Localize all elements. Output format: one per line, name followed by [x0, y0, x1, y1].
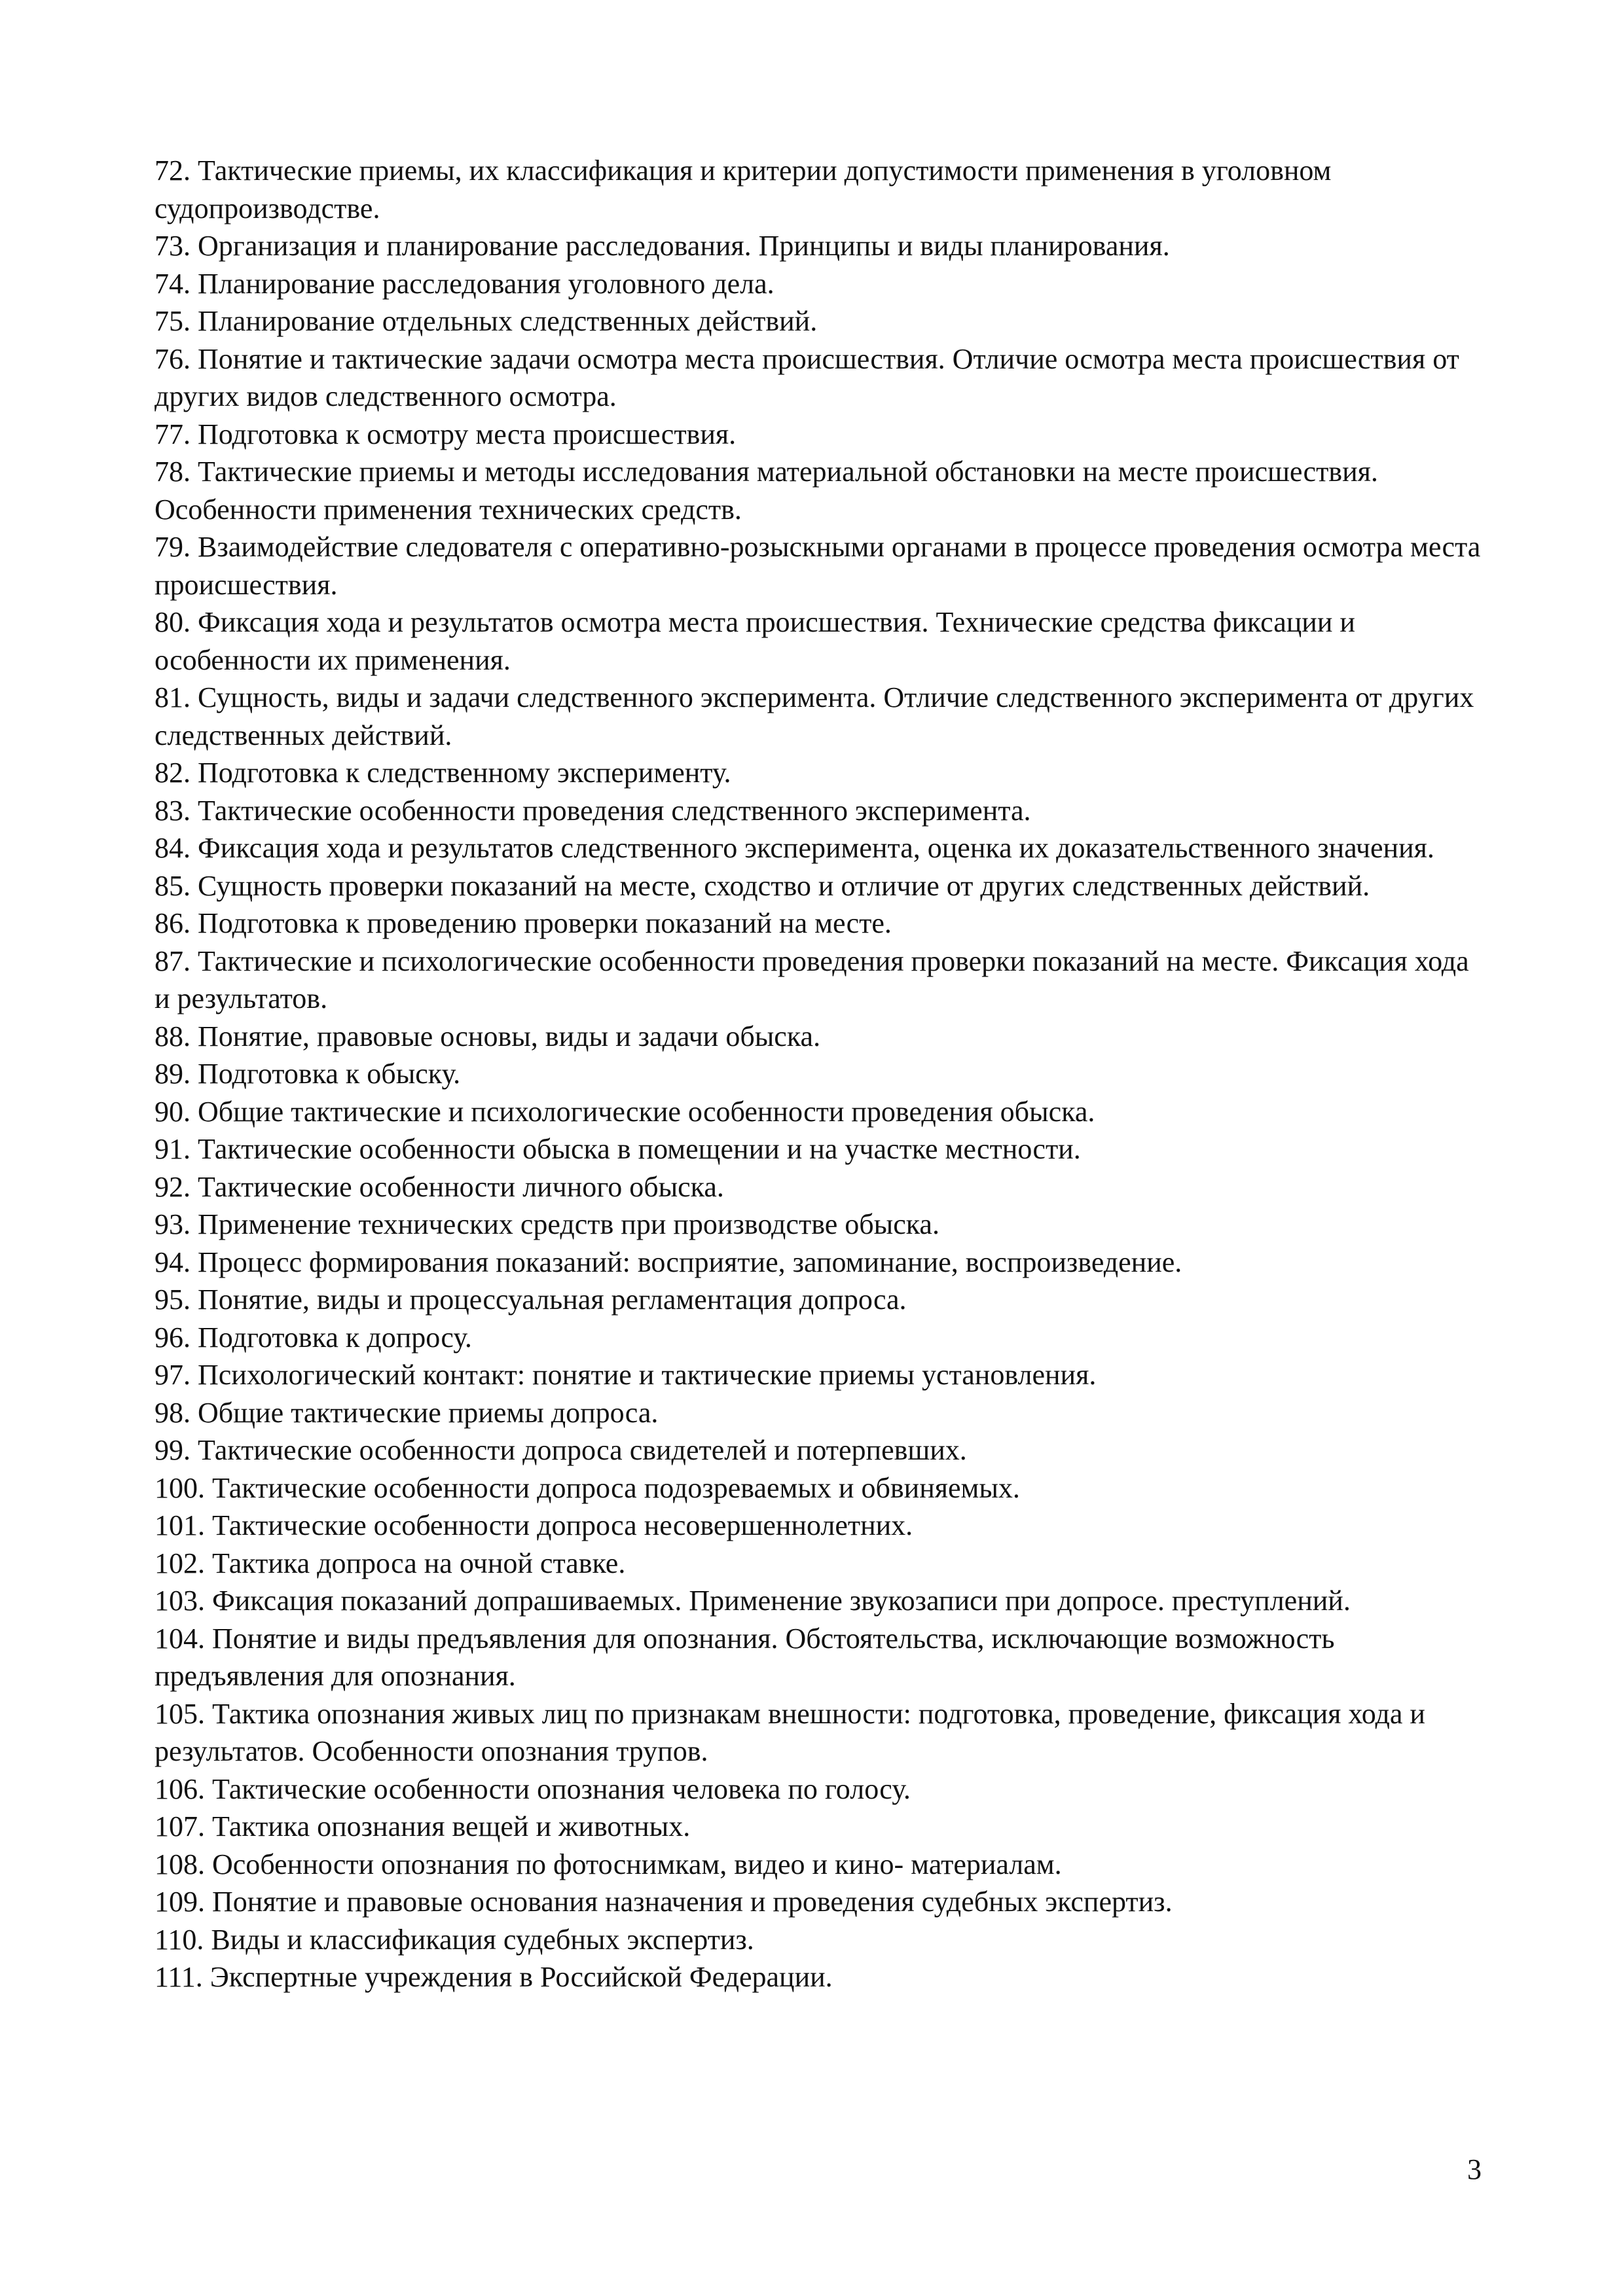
list-item: 110. Виды и классификация судебных экспертиз. [155, 1923, 754, 1956]
list-item: 86. Подготовка к проведению проверки показаний на месте. [155, 907, 892, 939]
list-item: 111. Экспертные учреждения в Российской Федерации. [155, 1961, 833, 1993]
list-item: 94. Процесс формирования показаний: восприятие, запоминание, воспроизведение. [155, 1246, 1182, 1278]
list-item: 72. Тактические приемы, их классификация и критерии допустимости применения в уголовном судопроизводстве. [155, 154, 1332, 224]
list-item: 97. Психологический контакт: понятие и тактические приемы установления. [155, 1359, 1097, 1391]
list-item: 100. Тактические особенности допроса подозреваемых и обвиняемых. [155, 1471, 1020, 1504]
list-item: 76. Понятие и тактические задачи осмотра места происшествия. Отличие осмотра места происшествия от других видов следственного осмотра. [155, 342, 1459, 412]
list-item: 73. Организация и планирование расследования. Принципы и виды планирования. [155, 230, 1170, 262]
list-item: 102. Тактика допроса на очной ставке. [155, 1547, 626, 1579]
list-item: 105. Тактика опознания живых лиц по признакам внешности: подготовка, проведение, фиксация хода и результатов. Особенности опознания трупов. [155, 1697, 1425, 1767]
exam-questions-list [155, 152, 1490, 1996]
list-item: 108. Особенности опознания по фотоснимкам, видео и кино- материалам. [155, 1848, 1062, 1880]
list-item: 88. Понятие, правовые основы, виды и задачи обыска. [155, 1020, 821, 1052]
list-item: 89. Подготовка к обыску. [155, 1058, 461, 1090]
list-item: 74. Планирование расследования уголовного дела. [155, 267, 775, 300]
list-item: 92. Тактические особенности личного обыска. [155, 1170, 724, 1203]
list-item: 80. Фиксация хода и результатов осмотра места происшествия. Технические средства фиксации и особенности их применения. [155, 606, 1355, 676]
list-item: 82. Подготовка к следственному эксперименту. [155, 757, 731, 789]
list-item: 77. Подготовка к осмотру места происшествия. [155, 418, 737, 450]
list-item: 90. Общие тактические и психологические особенности проведения обыска. [155, 1095, 1095, 1128]
page-number: 3 [1467, 2153, 1482, 2185]
list-item: 109. Понятие и правовые основания назначения и проведения судебных экспертиз. [155, 1886, 1173, 1918]
list-item: 91. Тактические особенности обыска в помещении и на участке местности. [155, 1133, 1081, 1165]
list-item: 99. Тактические особенности допроса свидетелей и потерпевших. [155, 1434, 967, 1466]
list-item: 103. Фиксация показаний допрашиваемых. Применение звукозаписи при допросе. преступлений. [155, 1585, 1351, 1617]
list-item: 87. Тактические и психологические особенности проведения проверки показаний на месте. Фиксация хода и результатов. [155, 944, 1469, 1014]
list-item: 93. Применение технических средств при производстве обыска. [155, 1208, 939, 1240]
list-item: 75. Планирование отдельных следственных действий. [155, 305, 818, 337]
list-item: 101. Тактические особенности допроса несовершеннолетних. [155, 1509, 913, 1541]
list-item: 106. Тактические особенности опознания человека по голосу. [155, 1772, 911, 1805]
list-item: 95. Понятие, виды и процессуальная регламентация допроса. [155, 1283, 907, 1316]
list-item: 83. Тактические особенности проведения следственного эксперимента. [155, 794, 1031, 827]
list-item: 84. Фиксация хода и результатов следственного эксперимента, оценка их доказательственного значения. [155, 832, 1434, 864]
list-item: 78. Тактические приемы и методы исследования материальной обстановки на месте происшествия. Особенности применения технических средств. [155, 456, 1378, 526]
list-item: 85. Сущность проверки показаний на месте, сходство и отличие от других следственных действий. [155, 869, 1370, 902]
list-item: 81. Сущность, виды и задачи следственного эксперимента. Отличие следственного эксперимента от других следственных действий. [155, 681, 1474, 751]
list-item: 79. Взаимодействие следователя с оперативно-розыскными органами в процессе проведения осмотра места происшествия. [155, 531, 1481, 601]
list-item: 107. Тактика опознания вещей и животных. [155, 1810, 691, 1842]
list-item: 96. Подготовка к допросу. [155, 1321, 472, 1354]
list-item: 98. Общие тактические приемы допроса. [155, 1396, 659, 1429]
list-item: 104. Понятие и виды предъявления для опознания. Обстоятельства, исключающие возможность предъявления для опознания. [155, 1622, 1335, 1692]
